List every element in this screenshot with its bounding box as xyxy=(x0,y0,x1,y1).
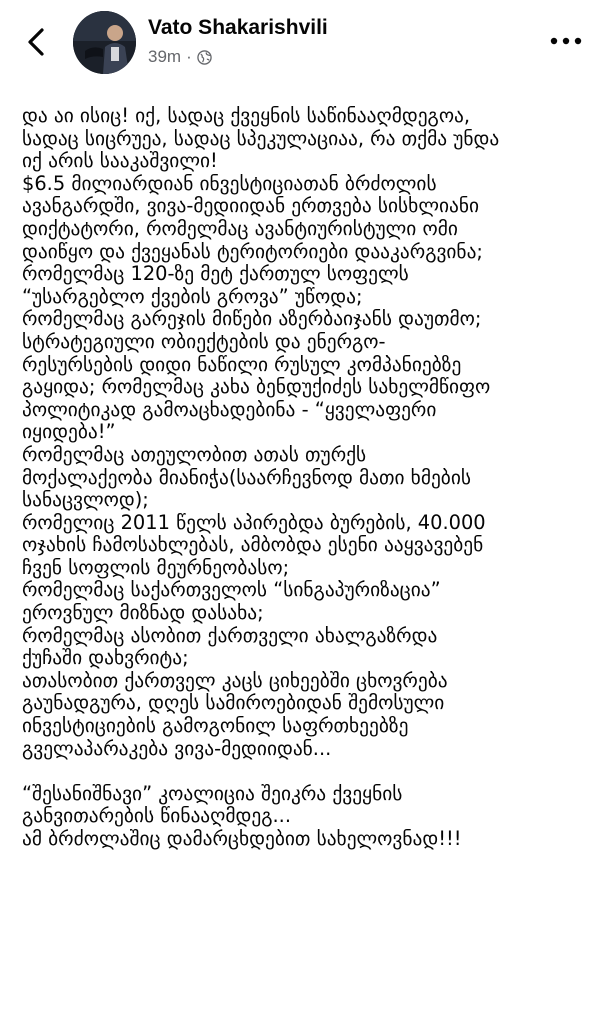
more-options-button[interactable] xyxy=(548,30,584,52)
post-line: გაუნადგურა, დღეს სამიროებიდან შემოსული xyxy=(22,691,445,715)
post-line: სტრატეგიული ობიექტების და ენერგო- xyxy=(22,329,386,353)
post-line: $6.5 მილიარდიან ინვესტიციათან ბრძოლის xyxy=(22,171,437,195)
post-line: რომელმაც ათეულობით ათას თურქს xyxy=(22,442,367,466)
post-line: რომელმაც ასობით ქართველი ახალგაზრდა xyxy=(22,623,438,647)
meta-separator: · xyxy=(186,47,192,66)
post-line: და აი ისიც! იქ, სადაც ქვეყნის საწინააღმდეგოა, xyxy=(22,104,471,127)
post-line: ავანგარდში, ვივა-მედიიდან ერთვება სისხლიანი xyxy=(22,194,480,218)
back-button[interactable] xyxy=(22,22,52,62)
post-line: პოლიტიკად გამოაცხადებინა - “ყველაფერი xyxy=(22,397,437,421)
post-line: ეროვნულ მიზნად დასახა; xyxy=(22,601,264,625)
post-line: რომელიც 2011 წელს აპირებდა ბურების, 40.000 xyxy=(22,510,486,534)
post-line: გაყიდა; რომელმაც კახა ბენდუქიძეს სახელმწიფო xyxy=(22,375,491,399)
post-line: “უსარგებლო ქვების გროვა” უწოდა; xyxy=(22,284,363,308)
more-horizontal-icon xyxy=(548,30,584,52)
post-time[interactable]: 39m xyxy=(148,47,182,66)
post-line: განვითარების წინააღმდეგ... xyxy=(22,804,291,828)
post-line: რომელმაც 120-ზე მეტ ქართულ სოფელს xyxy=(22,262,409,286)
post-meta xyxy=(148,47,212,67)
post-text xyxy=(22,105,594,851)
post-line: გველაპარაკება ვივა-მედიიდან... xyxy=(22,736,332,760)
post-line: ჩვენ სოფლის მეურნეობასო; xyxy=(22,555,290,579)
globe-icon[interactable] xyxy=(197,50,212,65)
post-line: დაიწყო და ქვეყანას ტერიტორიები დააკარგვინა; xyxy=(22,239,483,263)
avatar[interactable] xyxy=(73,11,136,74)
post-line: იყიდება!” xyxy=(22,420,116,444)
post-line: ათასობით ქართველ კაცს ციხეებში ცხოვრება xyxy=(22,668,448,692)
post-line: მოქალაქეობა მიანიჭა(საარჩევნოდ მათი ხმების xyxy=(22,465,471,489)
post-line: “შესანიშნავი” კოალიცია შეიკრა ქვეყნის xyxy=(22,781,403,805)
post-line: ინვესტიციების გამოგონილ საფრთხეებზე xyxy=(22,714,409,738)
avatar-photo xyxy=(73,11,136,74)
post-line: რომელმაც საქართველოს “სინგაპურიზაცია” xyxy=(22,578,441,602)
post-line: სანაცვლოდ); xyxy=(22,488,149,512)
post-line: რესურსების დიდი ნაწილი რუსულ კომპანიებზე xyxy=(22,352,462,376)
author-name[interactable]: Vato Shakarishvili xyxy=(148,16,328,39)
post-line: დიქტატორი, რომელმაც ავანტიურისტული ომი xyxy=(22,216,458,240)
post-line: სადაც სიცრუეა, სადაც სპეკულაციაა, რა თქმა უნდა xyxy=(22,126,500,150)
chevron-left-icon xyxy=(22,22,52,62)
post-line: იქ არის სააკაშვილი! xyxy=(22,149,218,173)
post-line: ამ ბრძოლაშიც დამარცხდებით სახელოვნად!!! xyxy=(22,827,462,850)
post-line: ქუჩაში დახვრიტა; xyxy=(22,646,189,670)
post-header xyxy=(0,0,604,90)
post-line: რომელმაც გარეჯის მიწები აზერბაიჯანს დაუთმო; xyxy=(22,307,482,331)
post-line: ოჯახის ჩამოსახლებას, ამბობდა ესენი ააყვავებენ xyxy=(22,533,484,557)
post-blank-line xyxy=(22,760,594,783)
